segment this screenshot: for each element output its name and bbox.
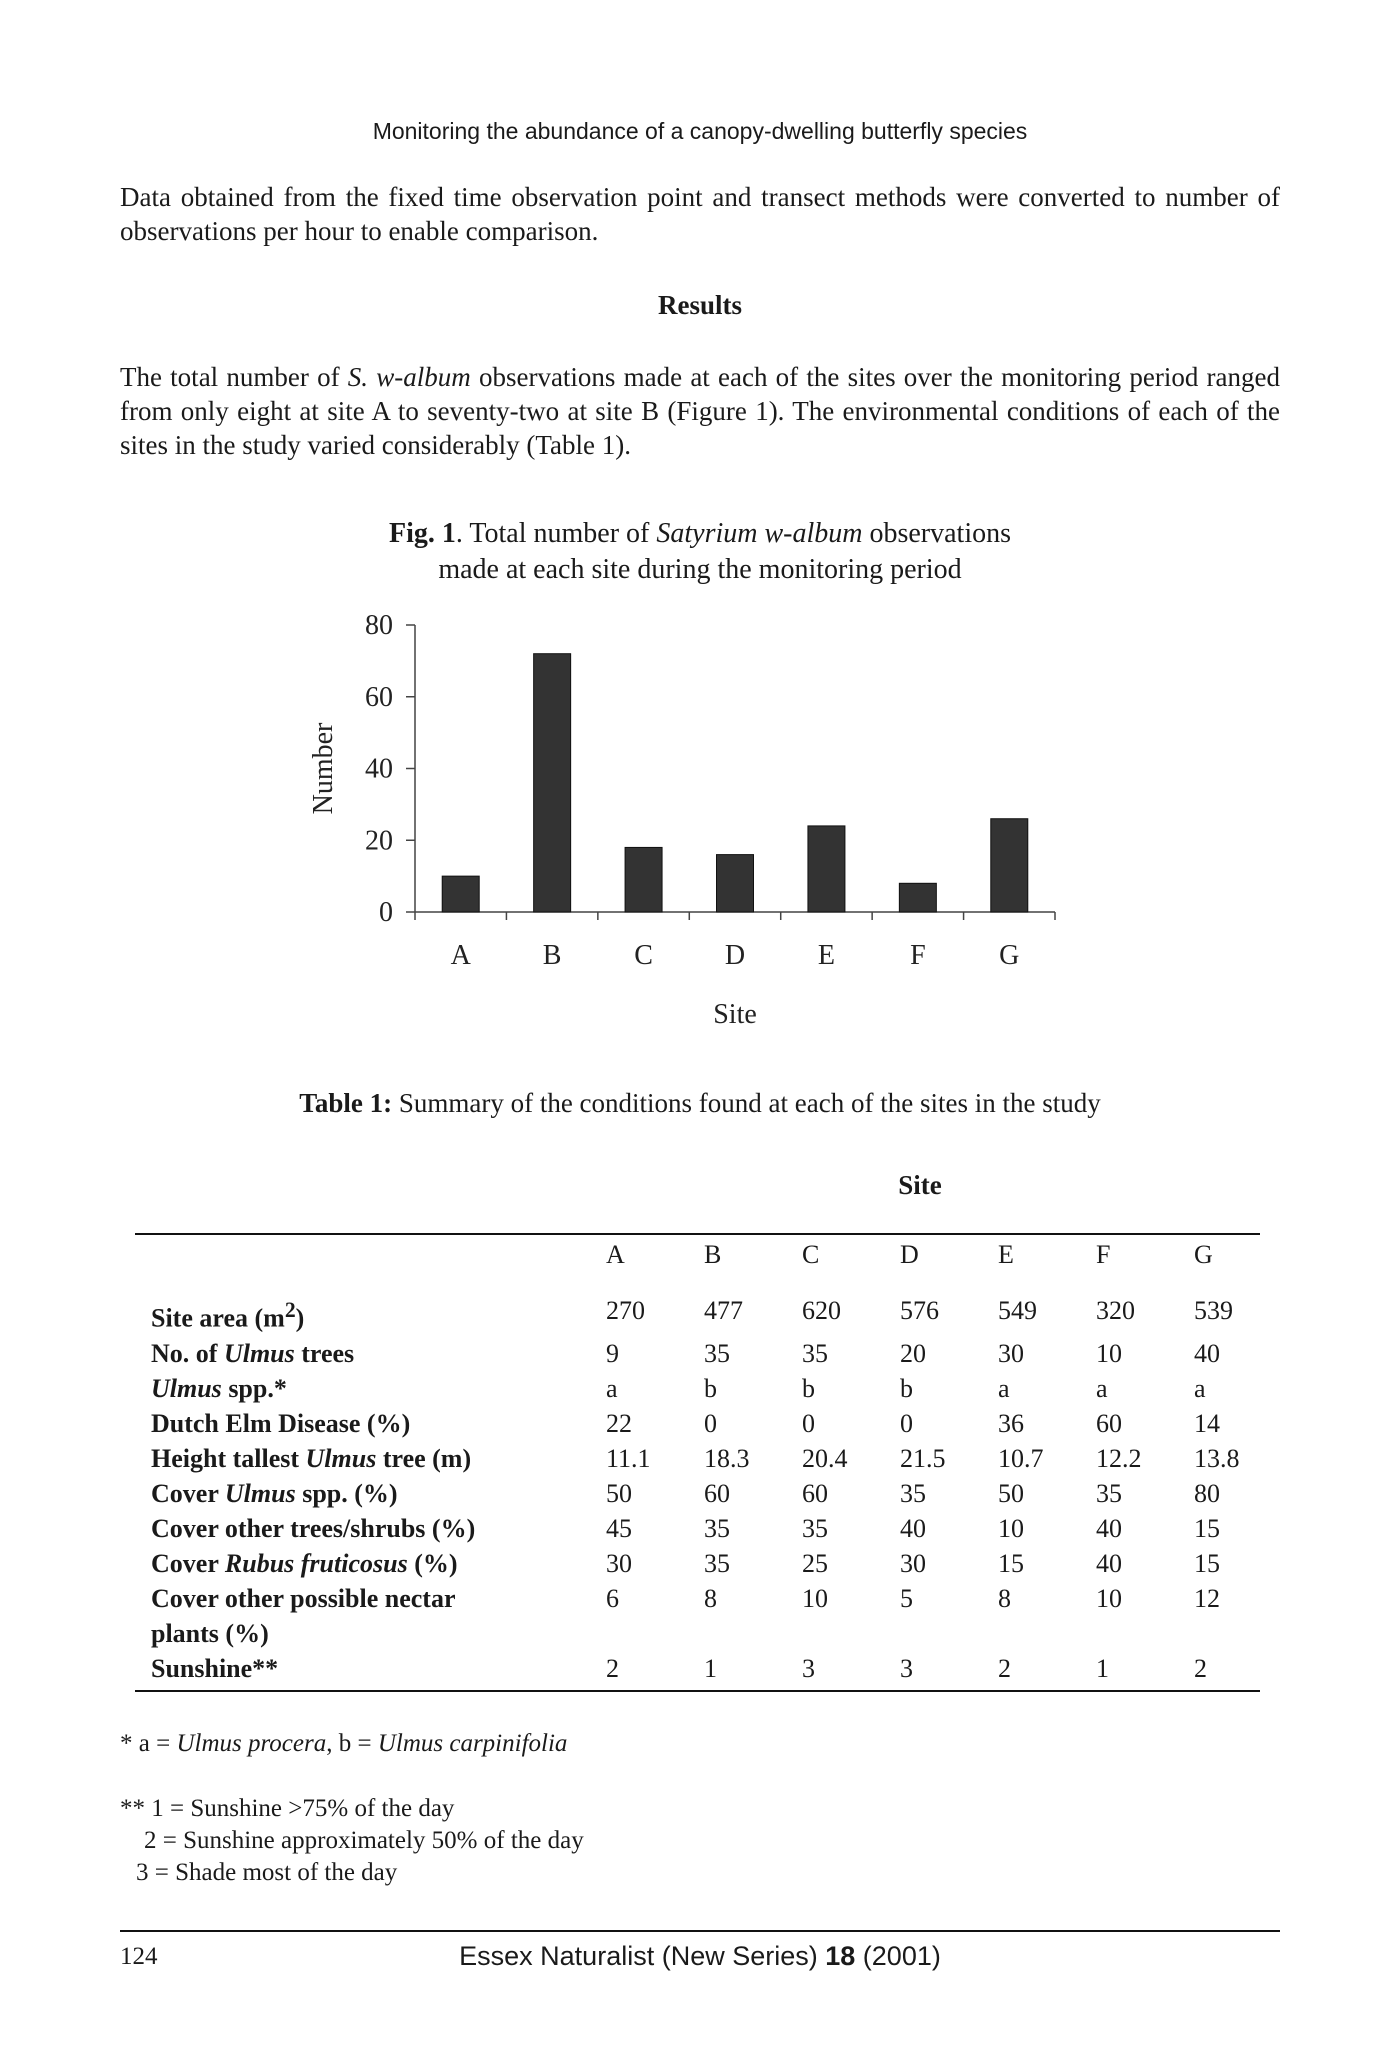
table-column-header: C: [802, 1240, 820, 1269]
table-cell: 35: [1096, 1478, 1122, 1508]
row-label-part: Cover other trees/shrubs (%): [151, 1513, 476, 1543]
table-cell: 35: [704, 1548, 730, 1578]
table-cell: [1194, 1616, 1292, 1651]
table-row: [135, 1616, 1292, 1651]
table-row: [135, 1441, 1292, 1476]
table-row-label: [135, 1406, 606, 1441]
journal-citation: [0, 1941, 1400, 1972]
row-label-part: (%): [407, 1548, 458, 1578]
row-label-part: plants (%): [151, 1618, 269, 1648]
table-row: [135, 1546, 1292, 1581]
bar-f: [899, 883, 936, 912]
table-cell: 6: [606, 1583, 619, 1613]
page-number: 124: [120, 1943, 158, 1970]
table-row-label: [135, 1371, 606, 1406]
table-cell: 10.7: [998, 1443, 1044, 1473]
table-cell: 549: [998, 1296, 1037, 1325]
table-cell: 35: [802, 1338, 828, 1368]
table-column-header: E: [998, 1240, 1014, 1269]
table-cell: 270: [606, 1296, 645, 1325]
table-cell: 18.3: [704, 1443, 750, 1473]
table-cell: b: [802, 1373, 815, 1403]
row-label-part: tree (m): [376, 1443, 472, 1473]
table-row-label: [135, 1293, 606, 1336]
table-cell: 0: [704, 1408, 717, 1438]
intro-paragraph: Data obtained from the fixed time observation point and transect methods were converted to number of observations per hour to enable comparison.: [120, 182, 1280, 246]
running-head: Monitoring the abundance of a canopy-dwelling butterfly species: [372, 118, 1028, 144]
table-cell: a: [1194, 1373, 1206, 1403]
table-cell: 11.1: [606, 1443, 651, 1473]
figure-species: Satyrium w-album: [656, 518, 863, 549]
row-label-part: Rubus fruticosus: [224, 1548, 408, 1578]
table-cell: 60: [704, 1478, 730, 1508]
table-row: [135, 1371, 1292, 1406]
table-cell: 10: [998, 1513, 1024, 1543]
table-cell: 15: [1194, 1548, 1220, 1578]
x-tick-label: E: [817, 940, 835, 971]
table-cell: 40: [900, 1513, 926, 1543]
table-cell: a: [606, 1373, 618, 1403]
table-cell: 50: [606, 1478, 632, 1508]
y-tick-label: 80: [365, 610, 393, 641]
figure-caption-text-a: . Total number of: [455, 518, 657, 549]
table-cell: 2: [1194, 1653, 1207, 1683]
table-cell: 576: [900, 1296, 939, 1325]
footnote-species: [120, 1728, 567, 1760]
table-cell: 2: [606, 1653, 619, 1683]
table-cell: 40: [1096, 1513, 1122, 1543]
footnote-sunshine-line: ** 1 = Sunshine >75% of the day: [120, 1795, 455, 1822]
row-label-part: Ulmus: [224, 1478, 296, 1508]
table-cell: 30: [998, 1338, 1024, 1368]
y-axis-label: Number: [308, 722, 339, 815]
x-tick-label: D: [724, 940, 746, 971]
x-axis-label: Site: [713, 999, 757, 1030]
table-cell: 15: [998, 1548, 1024, 1578]
y-tick-label: 40: [365, 753, 393, 785]
summary-table: [135, 1237, 1292, 1686]
x-tick-label: C: [634, 940, 653, 971]
footnote-species-b: , b =: [326, 1730, 378, 1757]
table-caption-text: Summary of the conditions found at each of the sites in the study: [392, 1088, 1101, 1118]
table-cell: 15: [1194, 1513, 1220, 1543]
table-cell: 13.8: [1194, 1443, 1240, 1473]
bar-chart: [290, 600, 1070, 1040]
table-cell: 80: [1194, 1478, 1220, 1508]
row-label-part: No. of: [151, 1338, 224, 1368]
x-tick-label: G: [999, 940, 1020, 971]
row-label-part: ): [295, 1303, 305, 1333]
footnote-sunshine-line: 2 = Sunshine approximately 50% of the day: [144, 1827, 584, 1854]
footnote-species-a: * a =: [120, 1730, 177, 1757]
species-name: S. w-album: [347, 362, 471, 392]
table-cell: 60: [1096, 1408, 1122, 1438]
table-cell: 10: [802, 1583, 828, 1613]
journal-year: (2001): [855, 1941, 941, 1971]
table-cell: 45: [606, 1513, 632, 1543]
footer-rule: [120, 1930, 1280, 1932]
bar-a: [442, 876, 479, 912]
table-cell: b: [704, 1373, 717, 1403]
row-label-part: spp. (%): [295, 1478, 398, 1508]
table-cell: 2: [998, 1653, 1011, 1683]
table-row: [135, 1651, 1292, 1686]
table-cell: 3: [900, 1653, 913, 1683]
x-tick-label: F: [910, 940, 926, 971]
y-tick-label: 60: [365, 681, 393, 713]
table-cell: b: [900, 1373, 913, 1403]
table-column-header: G: [1194, 1240, 1213, 1269]
table-cell: 30: [900, 1548, 926, 1578]
results-paragraph: [120, 360, 1280, 462]
row-label-part: Ulmus: [151, 1373, 222, 1403]
table-row: [135, 1293, 1292, 1336]
table-cell: a: [1096, 1373, 1108, 1403]
table-cell: 35: [900, 1478, 926, 1508]
table-cell: 10: [1096, 1583, 1122, 1613]
bar-c: [625, 847, 662, 912]
table-cell: 25: [802, 1548, 828, 1578]
figure-caption-text-b: observations made at each site during the monitoring period: [438, 518, 1011, 585]
table-cell: 20: [900, 1338, 926, 1368]
journal-name: Essex Naturalist (New Series): [459, 1941, 826, 1971]
figure-caption: [370, 516, 1030, 588]
table-cell: 22: [606, 1408, 632, 1438]
row-label-part: 2: [284, 1298, 296, 1322]
table-row-label: [135, 1616, 606, 1651]
table-cell: 12.2: [1096, 1443, 1142, 1473]
row-label-part: Sunshine**: [151, 1653, 279, 1683]
table-corner-cell: [135, 1237, 606, 1293]
table-bottom-rule: [135, 1690, 1260, 1692]
table-row-label: [135, 1651, 606, 1686]
table-cell: 320: [1096, 1296, 1135, 1325]
table-row: [135, 1511, 1292, 1546]
table-cell: 5: [900, 1583, 913, 1613]
row-label-part: Dutch Elm Disease (%): [151, 1408, 411, 1438]
table-cell: [606, 1616, 704, 1651]
table-site-header: Site: [898, 1170, 942, 1200]
table-cell: 30: [606, 1548, 632, 1578]
table-column-header: A: [606, 1240, 625, 1269]
row-label-part: Ulmus: [223, 1338, 295, 1368]
bar-g: [991, 819, 1028, 912]
table-cell: 21.5: [900, 1443, 946, 1473]
table-row-label: [135, 1476, 606, 1511]
y-tick-label: 20: [365, 825, 393, 857]
table-cell: [900, 1616, 998, 1651]
table-cell: 8: [704, 1583, 717, 1613]
table-cell: 0: [900, 1408, 913, 1438]
table-cell: 10: [1096, 1338, 1122, 1368]
table-cell: [704, 1616, 802, 1651]
footnote-sunshine: [120, 1793, 584, 1889]
row-label-part: Cover other possible nectar: [151, 1583, 456, 1613]
table-cell: 12: [1194, 1583, 1220, 1613]
y-tick-label: 0: [379, 897, 393, 928]
table-caption: [0, 1088, 1400, 1119]
table-column-header: F: [1096, 1240, 1111, 1269]
table-cell: 477: [704, 1296, 743, 1325]
table-header-row: [135, 1237, 1292, 1293]
x-tick-label: B: [542, 940, 562, 971]
table-cell: 1: [704, 1653, 717, 1683]
bar-b: [534, 654, 571, 912]
table-cell: 36: [998, 1408, 1024, 1438]
row-label-part: trees: [294, 1338, 355, 1368]
table-cell: 1: [1096, 1653, 1109, 1683]
table-cell: 620: [802, 1296, 841, 1325]
table-cell: [802, 1616, 900, 1651]
table-cell: 35: [704, 1338, 730, 1368]
table-cell: 8: [998, 1583, 1011, 1613]
results-text-b: observations made at each of the sites over the monitoring period ranged from only eight at site A to seventy-two at site B (Figure 1). The environmental conditions of each of the sites in the study varied considerably (Table 1).: [120, 362, 1281, 460]
table-row: [135, 1336, 1292, 1371]
table-cell: 539: [1194, 1296, 1233, 1325]
table-row-label: [135, 1511, 606, 1546]
table-cell: 14: [1194, 1408, 1220, 1438]
results-text-a: The total number of: [120, 362, 348, 392]
table-row: [135, 1476, 1292, 1511]
table-row-label: [135, 1441, 606, 1476]
row-label-part: spp.*: [221, 1373, 287, 1403]
row-label-part: Site area (m: [151, 1303, 285, 1333]
results-heading: Results: [657, 290, 742, 320]
table-column-header: B: [704, 1240, 722, 1269]
table-cell: a: [998, 1373, 1010, 1403]
table-cell: 50: [998, 1478, 1024, 1508]
footnote-sunshine-line: 3 = Shade most of the day: [136, 1859, 398, 1886]
row-label-part: Ulmus: [305, 1443, 377, 1473]
table-cell: 3: [802, 1653, 815, 1683]
row-label-part: Cover: [151, 1548, 225, 1578]
table-cell: 35: [704, 1513, 730, 1543]
table-top-rule: [135, 1233, 1260, 1235]
row-label-part: Height tallest: [151, 1443, 306, 1473]
table-cell: 60: [802, 1478, 828, 1508]
table-cell: 40: [1194, 1338, 1220, 1368]
journal-volume: 18: [825, 1941, 856, 1971]
table-row: [135, 1581, 1292, 1616]
table-row-label: [135, 1336, 606, 1371]
table-cell: [1096, 1616, 1194, 1651]
table-column-header: D: [900, 1240, 919, 1269]
table-cell: 40: [1096, 1548, 1122, 1578]
row-label-part: Cover: [151, 1478, 225, 1508]
table-cell: 0: [802, 1408, 815, 1438]
table-cell: 35: [802, 1513, 828, 1543]
table-row: [135, 1406, 1292, 1441]
table-row-label: [135, 1546, 606, 1581]
table-label: Table 1:: [299, 1088, 393, 1118]
footnote-species-carpinifolia: Ulmus carpinifolia: [377, 1730, 568, 1757]
x-tick-label: A: [450, 940, 471, 971]
table-cell: 9: [606, 1338, 619, 1368]
table-row-label: [135, 1581, 606, 1616]
figure-label: Fig. 1: [388, 518, 456, 549]
footnote-species-procera: Ulmus procera: [176, 1730, 327, 1757]
bar-d: [717, 855, 754, 912]
bar-e: [808, 826, 845, 912]
table-cell: 20.4: [802, 1443, 848, 1473]
table-cell: [998, 1616, 1096, 1651]
